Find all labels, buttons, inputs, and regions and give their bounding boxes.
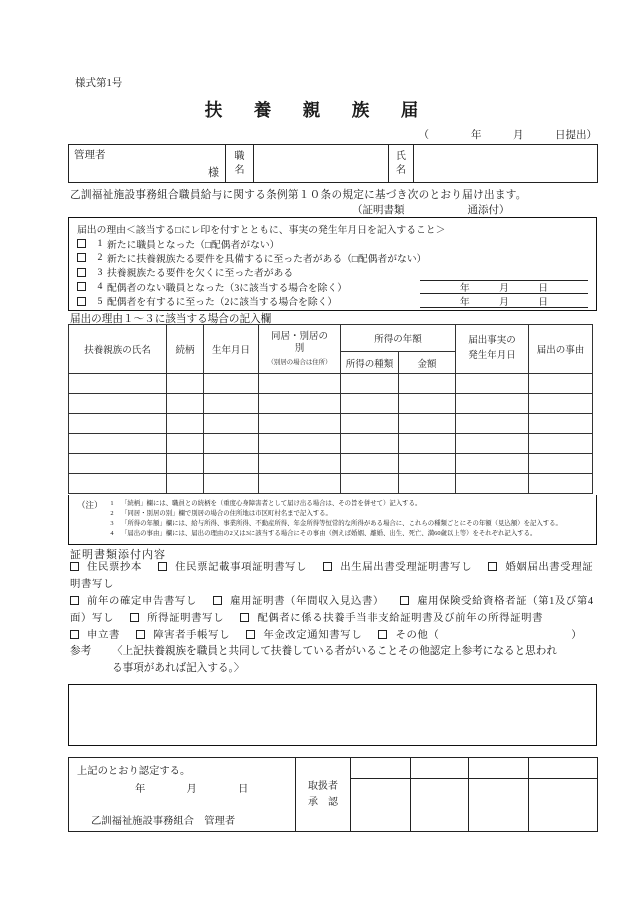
stamp-header-cell[interactable] [469, 758, 529, 779]
attachment-item: 雇用証明書（年間収入見込書） [213, 596, 384, 607]
entry-cell[interactable] [341, 414, 399, 434]
entry-cell[interactable] [259, 474, 341, 494]
col-header-amount: 金額 [399, 352, 456, 374]
checkbox-attachment-12[interactable] [246, 630, 255, 639]
entry-cell[interactable] [204, 414, 259, 434]
entry-cell[interactable] [456, 374, 529, 394]
checkbox-reason-3[interactable] [77, 268, 86, 277]
entry-cell[interactable] [204, 454, 259, 474]
reason-item-2: 2 新たに扶養親族たる要件を具備するに至った者がある（□配偶者がない） [77, 251, 588, 265]
col-header-annual-income: 所得の年額 [341, 325, 456, 352]
entry-cell[interactable] [529, 394, 593, 414]
certify-org: 乙訓福祉施設事務組合 管理者 [91, 816, 236, 827]
attachment-item: 配偶者に係る扶養手当非支給証明書及び前年の所得証明書 [240, 613, 543, 624]
entry-cell[interactable] [69, 474, 167, 494]
stamp-cell[interactable] [529, 779, 598, 832]
reference-text: 〈上記扶養親族を職員と共同して扶養している者がいることその他認定上参考になると思われる事項があれば記入する。〉 [112, 646, 557, 674]
checkbox-attachment-4[interactable] [488, 562, 497, 571]
entry-cell[interactable] [456, 474, 529, 494]
checkbox-attachment-2[interactable] [158, 562, 167, 571]
stamp-header-cell[interactable] [351, 758, 411, 779]
entry-cell[interactable] [456, 414, 529, 434]
stamp-cell[interactable] [351, 779, 411, 832]
attachment-item: 申立書 [70, 630, 120, 641]
entry-cell[interactable] [167, 374, 204, 394]
checkbox-attachment-9[interactable] [240, 613, 249, 622]
checkbox-attachment-6[interactable] [213, 596, 222, 605]
entry-cell[interactable] [399, 474, 456, 494]
col-header-income-type: 所得の種類 [341, 352, 399, 374]
attachment-item: 住民票記載事項証明書写し [158, 562, 307, 573]
stamp-header-cell[interactable] [411, 758, 469, 779]
entry-cell[interactable] [167, 454, 204, 474]
attachment-item: 前年の確定申告書写し [70, 596, 197, 607]
entry-cell[interactable] [456, 454, 529, 474]
entry-row-2 [69, 394, 593, 414]
entry-cell[interactable] [529, 474, 593, 494]
dependent-entry-table [68, 324, 593, 494]
col-header-birth-date: 生年月日 [204, 325, 259, 374]
note-1: 1 「続柄」欄には、職員との続柄を（重度心身障害者として届け出る場合は、その旨を併せて）記入する。 [110, 500, 422, 507]
entry-cell[interactable] [167, 474, 204, 494]
entry-cell[interactable] [399, 434, 456, 454]
entry-cell[interactable] [399, 454, 456, 474]
job-title-label: 職名 [226, 145, 254, 183]
reference-label: 参考 [70, 646, 92, 657]
col-header-fact-date: 届出事実の発生年月日 [456, 325, 529, 374]
attachment-item: 雇用保険受給資格者証（第1及び第4面）写し [70, 596, 594, 624]
entry-row-3 [69, 414, 593, 434]
attachments-heading: 証明書類添付内容 [70, 549, 166, 561]
col-header-reason: 届出の事由 [529, 325, 593, 374]
entry-cell[interactable] [399, 394, 456, 414]
entry-cell[interactable] [259, 414, 341, 434]
certification-cell [69, 758, 296, 832]
entry-cell[interactable] [259, 454, 341, 474]
submit-date-line: （ 年 月 日提出） [418, 130, 597, 141]
note-3: 3 「所得の年額」欄には、給与所得、事業所得、不動産所得、年金所得等恒常的な所得がある場合に、これらの種類ごとにその年額（見込額）を記入する。 [110, 520, 562, 527]
entry-cell[interactable] [529, 454, 593, 474]
entry-cell[interactable] [259, 434, 341, 454]
addressee-table [68, 144, 598, 183]
checkbox-attachment-7[interactable] [400, 596, 409, 605]
attachment-item: 所得証明書写し [130, 613, 224, 624]
entry-cell[interactable] [529, 434, 593, 454]
handler-approval-label: 取扱者 承 認 [296, 758, 351, 832]
attachment-item: 出生届出書受理証明書写し [323, 562, 472, 573]
remarks-box[interactable] [68, 684, 597, 746]
date-field-reason-5[interactable]: 年 月 日 [420, 294, 588, 308]
reason-item-4: 4 配偶者のない職員となった（3に該当する場合を除く） 年 月 日 [77, 280, 588, 294]
reason-box [68, 217, 597, 311]
honorific-label: 様 [208, 167, 219, 179]
entry-cell[interactable] [456, 394, 529, 414]
entry-cell[interactable] [341, 394, 399, 414]
reason-heading: 届出の理由＜該当する□にレ印を付すとともに、事実の発生年月日を記入すること＞ [77, 225, 446, 237]
entry-cell[interactable] [69, 454, 167, 474]
checkbox-attachment-5[interactable] [70, 596, 79, 605]
entry-row-6 [69, 474, 593, 494]
form-number: 様式第1号 [75, 78, 123, 89]
note-4: 4 「届出の事由」欄には、届出の理由の2又は3に該当する場合にその事由（例えば婚姻、離婚、出生、死亡、満60歳以上等）をそれぞれ記入する。 [110, 530, 537, 537]
entry-cell[interactable] [341, 434, 399, 454]
entry-cell[interactable] [69, 374, 167, 394]
attachment-item: 年金改定通知書写し [246, 630, 362, 641]
reference-row [70, 644, 590, 677]
certify-date[interactable]: 年 月 日 [135, 784, 249, 795]
col-header-living-type: 同居・別居の別 （別居の場合は住所） [259, 325, 341, 374]
reason-item-3: 3 扶養親族たる要件を欠くに至った者がある [77, 265, 588, 279]
entry-row-1 [69, 374, 593, 394]
notes-list [107, 499, 562, 544]
col-header-name: 扶養親族の氏名 [69, 325, 167, 374]
entry-row-4 [69, 434, 593, 454]
entry-cell[interactable] [341, 454, 399, 474]
entry-cell[interactable] [204, 374, 259, 394]
entry-cell[interactable] [69, 434, 167, 454]
entry-cell[interactable] [529, 414, 593, 434]
approval-table [68, 757, 598, 832]
attachment-item: 障害者手帳写し [136, 630, 230, 641]
entry-cell[interactable] [399, 414, 456, 434]
checkbox-reason-1[interactable] [77, 239, 86, 248]
page-title: 扶 養 親 族 届 [204, 100, 426, 120]
attachment-item: その他（ ） [378, 630, 582, 641]
checkbox-attachment-13[interactable] [378, 630, 387, 639]
declaration-text: 乙訓福祉施設事務組合職員給与に関する条例第１０条の規定に基づき次のとおり届け出ます。 [70, 190, 527, 201]
notes-label: （注） [77, 500, 103, 510]
entry-cell[interactable] [341, 474, 399, 494]
attachment-item: 住民票抄本 [70, 562, 142, 573]
entry-cell[interactable] [399, 374, 456, 394]
checkbox-reason-2[interactable] [77, 253, 86, 262]
checkbox-attachment-8[interactable] [130, 613, 139, 622]
col-header-relation: 続柄 [167, 325, 204, 374]
entry-cell[interactable] [456, 434, 529, 454]
name-field[interactable] [414, 145, 598, 183]
checkbox-attachment-11[interactable] [136, 630, 145, 639]
attachments-line-2 [70, 594, 597, 628]
entry-table-caption: 届出の理由１～３に該当する場合の記入欄 [70, 314, 272, 325]
checkbox-reason-5[interactable] [77, 297, 86, 306]
col-header-living-type-sub: （別居の場合は住所） [267, 359, 332, 367]
stamp-cell[interactable] [411, 779, 469, 832]
note-2: 2 「同居・別居の別」欄で別居の場合の住所地は市区町村名まで記入する。 [110, 510, 332, 517]
entry-cell[interactable] [167, 394, 204, 414]
stamp-header-cell[interactable] [529, 758, 598, 779]
attachments-line-3 [70, 628, 597, 645]
checkbox-attachment-10[interactable] [70, 630, 79, 639]
job-title-field[interactable] [254, 145, 389, 183]
date-field-reason-4[interactable]: 年 月 日 [420, 280, 588, 294]
checkbox-attachment-1[interactable] [70, 562, 79, 571]
stamp-cell[interactable] [469, 779, 529, 832]
manager-label: 管理者 [74, 150, 106, 161]
checkbox-reason-4[interactable] [77, 282, 86, 291]
attachments-line-1 [70, 560, 597, 594]
entry-row-5 [69, 454, 593, 474]
entry-cell[interactable] [204, 394, 259, 414]
reason-item-1: 1 新たに職員となった（□配偶者がない） [77, 236, 588, 250]
entry-cell[interactable] [167, 414, 204, 434]
reason-item-5: 5 配偶者を有するに至った（2に該当する場合を除く） 年 月 日 [77, 294, 588, 308]
certificate-attachment-note: （証明書類 通添付） [352, 205, 510, 216]
entry-cell[interactable] [529, 374, 593, 394]
attachment-item: 婚姻届出書受理証明書写し [70, 562, 594, 590]
checkbox-attachment-3[interactable] [323, 562, 332, 571]
entry-cell[interactable] [259, 394, 341, 414]
manager-cell [69, 145, 226, 183]
entry-cell[interactable] [69, 394, 167, 414]
entry-cell[interactable] [167, 434, 204, 454]
name-label: 氏名 [389, 145, 414, 183]
notes-box [68, 495, 597, 545]
entry-cell[interactable] [341, 374, 399, 394]
entry-cell[interactable] [69, 414, 167, 434]
entry-cell[interactable] [259, 374, 341, 394]
certify-text: 上記のとおり認定する。 [77, 766, 191, 777]
entry-cell[interactable] [204, 434, 259, 454]
entry-cell[interactable] [204, 474, 259, 494]
